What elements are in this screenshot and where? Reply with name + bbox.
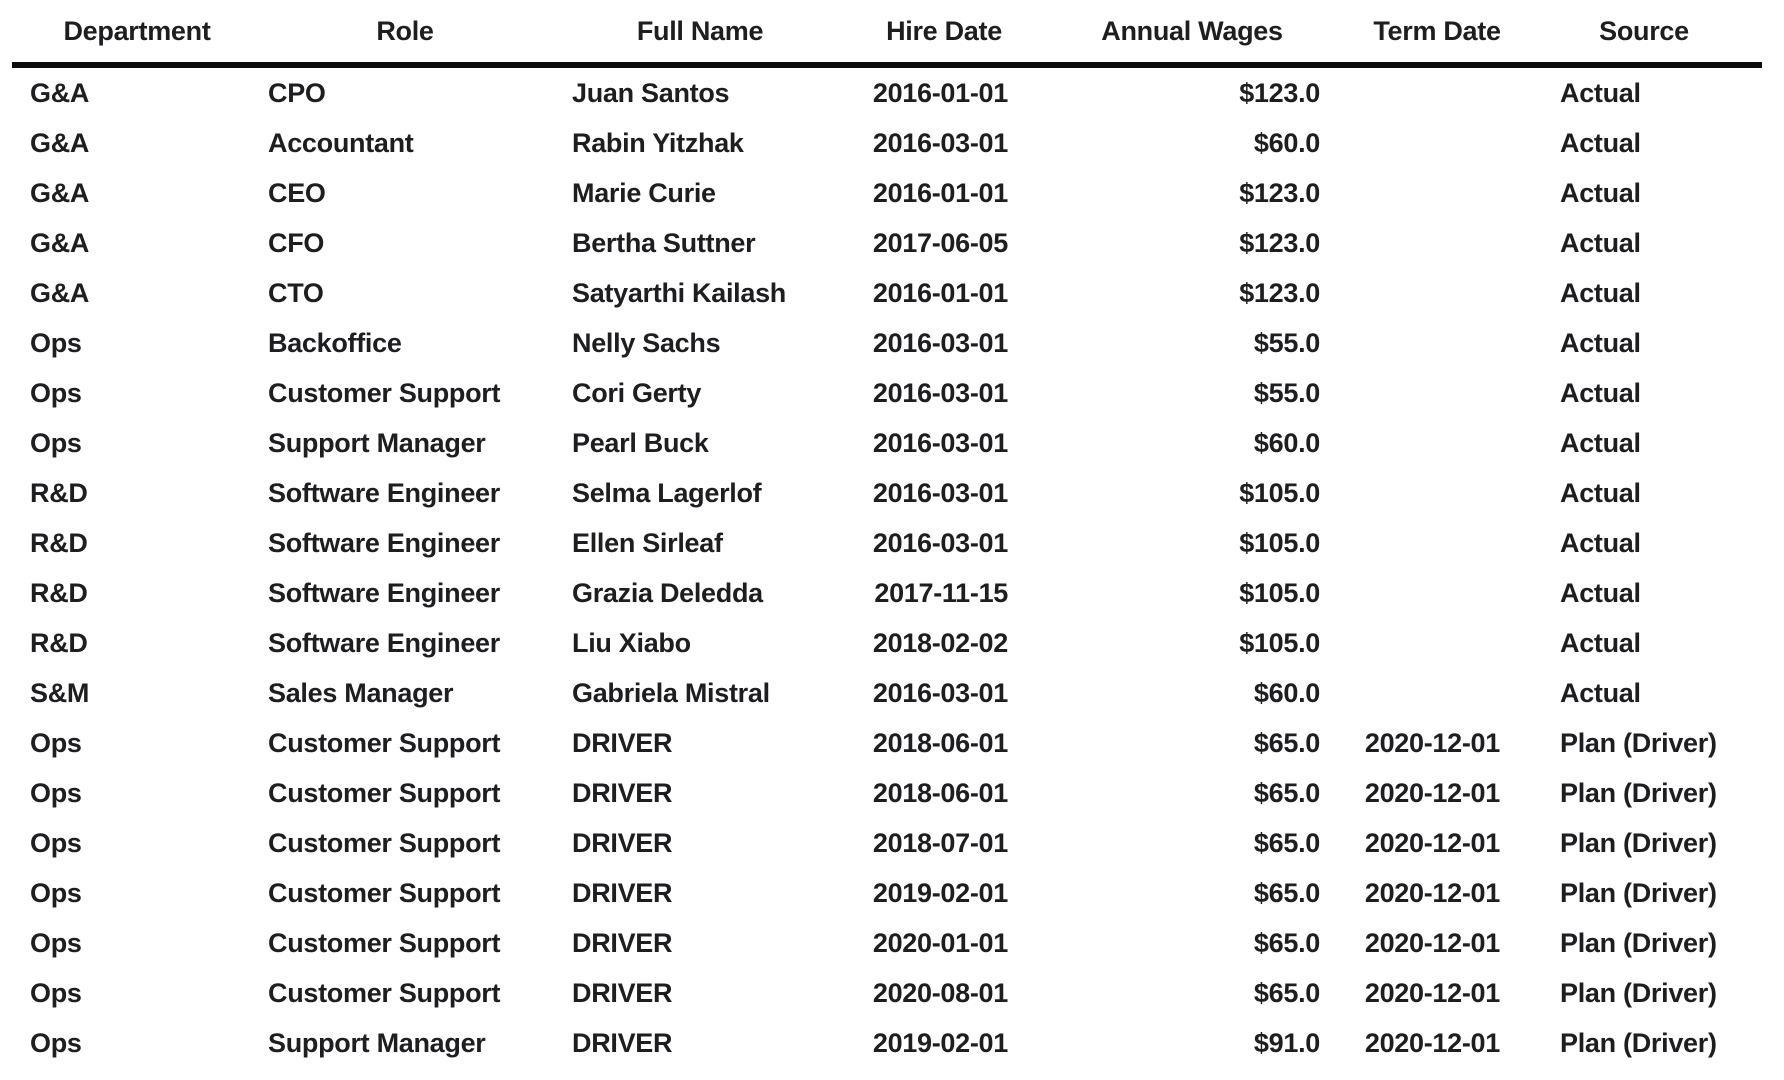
table-row [12, 368, 1762, 418]
cell-term_date: 2020-12-01 [1364, 727, 1500, 758]
table-row [12, 818, 1762, 868]
cell-annual_wages: $105.0 [1239, 527, 1320, 558]
table-header [12, 0, 1762, 65]
cell-annual_wages: $60.0 [1253, 677, 1320, 708]
cell-full_name: Liu Xiabo [572, 627, 691, 658]
cell-source: Plan (Driver) [1560, 727, 1717, 758]
cell-source: Actual [1560, 677, 1641, 708]
cell-role: Support Manager [268, 1027, 486, 1058]
cell-annual_wages: $65.0 [1253, 827, 1320, 858]
cell-annual_wages: $123.0 [1239, 227, 1320, 258]
column-header-hire_date: Hire Date [852, 0, 1036, 65]
cell-term_date [1348, 618, 1526, 668]
cell-term_date [1348, 418, 1526, 468]
cell-annual_wages: $60.0 [1253, 427, 1320, 458]
cell-source: Actual [1560, 127, 1641, 158]
cell-department: R&D [30, 577, 88, 608]
cell-department: R&D [30, 527, 88, 558]
cell-annual_wages: $65.0 [1253, 977, 1320, 1008]
cell-department: G&A [30, 177, 90, 208]
table-row [12, 318, 1762, 368]
cell-role: Accountant [268, 127, 414, 158]
cell-role: Customer Support [268, 727, 501, 758]
cell-annual_wages: $55.0 [1253, 327, 1320, 358]
column-header-role: Role [262, 0, 548, 65]
cell-source: Actual [1560, 477, 1641, 508]
cell-hire_date: 2016-03-01 [872, 427, 1008, 458]
table-row [12, 268, 1762, 318]
cell-department: Ops [30, 1027, 82, 1058]
cell-role: Customer Support [268, 777, 501, 808]
table-row [12, 65, 1762, 118]
cell-term_date: 2020-12-01 [1364, 1027, 1500, 1058]
cell-source: Plan (Driver) [1560, 1027, 1717, 1058]
cell-hire_date: 2020-01-01 [872, 927, 1008, 958]
table-row [12, 568, 1762, 618]
cell-hire_date: 2018-06-01 [872, 777, 1008, 808]
cell-role: Customer Support [268, 977, 501, 1008]
cell-source: Actual [1560, 77, 1641, 108]
table-row [12, 218, 1762, 268]
cell-full_name: Gabriela Mistral [572, 677, 770, 708]
cell-term_date: 2020-12-01 [1364, 927, 1500, 958]
cell-hire_date: 2018-07-01 [872, 827, 1008, 858]
cell-hire_date: 2017-11-15 [874, 577, 1008, 608]
cell-full_name: Bertha Suttner [572, 227, 756, 258]
cell-hire_date: 2016-03-01 [872, 327, 1008, 358]
table-row [12, 768, 1762, 818]
cell-full_name: Nelly Sachs [572, 327, 721, 358]
cell-term_date [1348, 668, 1526, 718]
table-row [12, 668, 1762, 718]
cell-full_name: DRIVER [572, 777, 673, 808]
cell-role: CEO [268, 177, 326, 208]
cell-term_date: 2020-12-01 [1364, 977, 1500, 1008]
column-header-term_date: Term Date [1348, 0, 1526, 65]
table-row [12, 968, 1762, 1018]
cell-full_name: Juan Santos [572, 77, 730, 108]
cell-department: R&D [30, 627, 88, 658]
table-row [12, 868, 1762, 918]
cell-department: G&A [30, 77, 90, 108]
cell-department: Ops [30, 827, 82, 858]
cell-hire_date: 2016-01-01 [872, 77, 1008, 108]
cell-role: Sales Manager [268, 677, 454, 708]
cell-source: Actual [1560, 577, 1641, 608]
cell-department: Ops [30, 927, 82, 958]
cell-annual_wages: $65.0 [1253, 777, 1320, 808]
cell-hire_date: 2016-01-01 [872, 177, 1008, 208]
cell-full_name: Satyarthi Kailash [572, 277, 786, 308]
cell-source: Actual [1560, 527, 1641, 558]
cell-hire_date: 2016-03-01 [872, 377, 1008, 408]
cell-department: R&D [30, 477, 88, 508]
cell-annual_wages: $55.0 [1253, 377, 1320, 408]
cell-role: Customer Support [268, 877, 501, 908]
cell-term_date [1348, 518, 1526, 568]
cell-term_date [1348, 118, 1526, 168]
cell-source: Plan (Driver) [1560, 977, 1717, 1008]
cell-full_name: DRIVER [572, 827, 673, 858]
cell-department: Ops [30, 777, 82, 808]
cell-term_date [1348, 568, 1526, 618]
cell-full_name: Cori Gerty [572, 377, 702, 408]
cell-source: Actual [1560, 277, 1641, 308]
column-header-source: Source [1526, 0, 1762, 65]
headcount-table [12, 0, 1762, 1068]
cell-annual_wages: $105.0 [1239, 477, 1320, 508]
cell-annual_wages: $105.0 [1239, 627, 1320, 658]
cell-department: S&M [30, 677, 90, 708]
cell-role: Support Manager [268, 427, 486, 458]
cell-term_date [1348, 218, 1526, 268]
cell-source: Plan (Driver) [1560, 777, 1717, 808]
cell-department: Ops [30, 727, 82, 758]
column-header-annual_wages: Annual Wages [1036, 0, 1348, 65]
cell-role: CTO [268, 277, 324, 308]
cell-annual_wages: $123.0 [1239, 277, 1320, 308]
cell-role: Software Engineer [268, 477, 500, 508]
cell-hire_date: 2016-01-01 [872, 277, 1008, 308]
cell-department: Ops [30, 377, 82, 408]
column-header-department: Department [12, 0, 262, 65]
cell-department: Ops [30, 877, 82, 908]
cell-annual_wages: $91.0 [1253, 1027, 1320, 1058]
cell-role: CFO [268, 227, 325, 258]
cell-department: G&A [30, 127, 90, 158]
cell-role: CPO [268, 77, 326, 108]
column-header-full_name: Full Name [548, 0, 852, 65]
table-row [12, 468, 1762, 518]
cell-department: Ops [30, 977, 82, 1008]
table-row [12, 1018, 1762, 1068]
cell-annual_wages: $60.0 [1253, 127, 1320, 158]
table-body [12, 65, 1762, 1068]
cell-source: Plan (Driver) [1560, 927, 1717, 958]
table-row [12, 118, 1762, 168]
cell-source: Actual [1560, 327, 1641, 358]
cell-term_date [1348, 168, 1526, 218]
cell-source: Actual [1560, 377, 1641, 408]
table-row [12, 168, 1762, 218]
cell-source: Plan (Driver) [1560, 827, 1717, 858]
cell-hire_date: 2019-02-01 [872, 877, 1008, 908]
cell-annual_wages: $105.0 [1239, 577, 1320, 608]
table-row [12, 418, 1762, 468]
cell-department: Ops [30, 427, 82, 458]
cell-annual_wages: $123.0 [1239, 77, 1320, 108]
cell-full_name: Rabin Yitzhak [572, 127, 744, 158]
cell-department: Ops [30, 327, 82, 358]
cell-term_date [1348, 468, 1526, 518]
cell-hire_date: 2018-02-02 [872, 627, 1008, 658]
cell-full_name: DRIVER [572, 927, 673, 958]
cell-hire_date: 2016-03-01 [872, 477, 1008, 508]
cell-hire_date: 2016-03-01 [872, 127, 1008, 158]
cell-annual_wages: $65.0 [1253, 727, 1320, 758]
cell-annual_wages: $65.0 [1253, 927, 1320, 958]
cell-term_date [1348, 368, 1526, 418]
cell-annual_wages: $123.0 [1239, 177, 1320, 208]
cell-department: G&A [30, 277, 90, 308]
cell-role: Software Engineer [268, 527, 500, 558]
cell-role: Software Engineer [268, 577, 500, 608]
cell-role: Software Engineer [268, 627, 500, 658]
cell-term_date: 2020-12-01 [1364, 777, 1500, 808]
table-header-row [12, 0, 1762, 65]
cell-term_date: 2020-12-01 [1364, 827, 1500, 858]
cell-hire_date: 2019-02-01 [872, 1027, 1008, 1058]
cell-source: Actual [1560, 427, 1641, 458]
cell-hire_date: 2020-08-01 [872, 977, 1008, 1008]
cell-term_date [1348, 65, 1526, 118]
cell-source: Plan (Driver) [1560, 877, 1717, 908]
cell-term_date [1348, 268, 1526, 318]
cell-role: Customer Support [268, 827, 501, 858]
cell-annual_wages: $65.0 [1253, 877, 1320, 908]
cell-full_name: Marie Curie [572, 177, 716, 208]
cell-full_name: DRIVER [572, 877, 673, 908]
cell-full_name: Selma Lagerlof [572, 477, 762, 508]
table-row [12, 718, 1762, 768]
cell-department: G&A [30, 227, 90, 258]
cell-hire_date: 2018-06-01 [872, 727, 1008, 758]
table-row [12, 918, 1762, 968]
cell-hire_date: 2016-03-01 [872, 677, 1008, 708]
table-row [12, 518, 1762, 568]
cell-full_name: DRIVER [572, 727, 673, 758]
cell-source: Actual [1560, 177, 1641, 208]
cell-role: Backoffice [268, 327, 402, 358]
cell-term_date: 2020-12-01 [1364, 877, 1500, 908]
cell-hire_date: 2016-03-01 [872, 527, 1008, 558]
cell-source: Actual [1560, 227, 1641, 258]
cell-full_name: Pearl Buck [572, 427, 709, 458]
table-row [12, 618, 1762, 668]
cell-full_name: DRIVER [572, 1027, 673, 1058]
cell-hire_date: 2017-06-05 [872, 227, 1008, 258]
cell-source: Actual [1560, 627, 1641, 658]
cell-full_name: Ellen Sirleaf [572, 527, 723, 558]
cell-role: Customer Support [268, 927, 501, 958]
cell-term_date [1348, 318, 1526, 368]
cell-full_name: DRIVER [572, 977, 673, 1008]
cell-role: Customer Support [268, 377, 501, 408]
cell-full_name: Grazia Deledda [572, 577, 763, 608]
